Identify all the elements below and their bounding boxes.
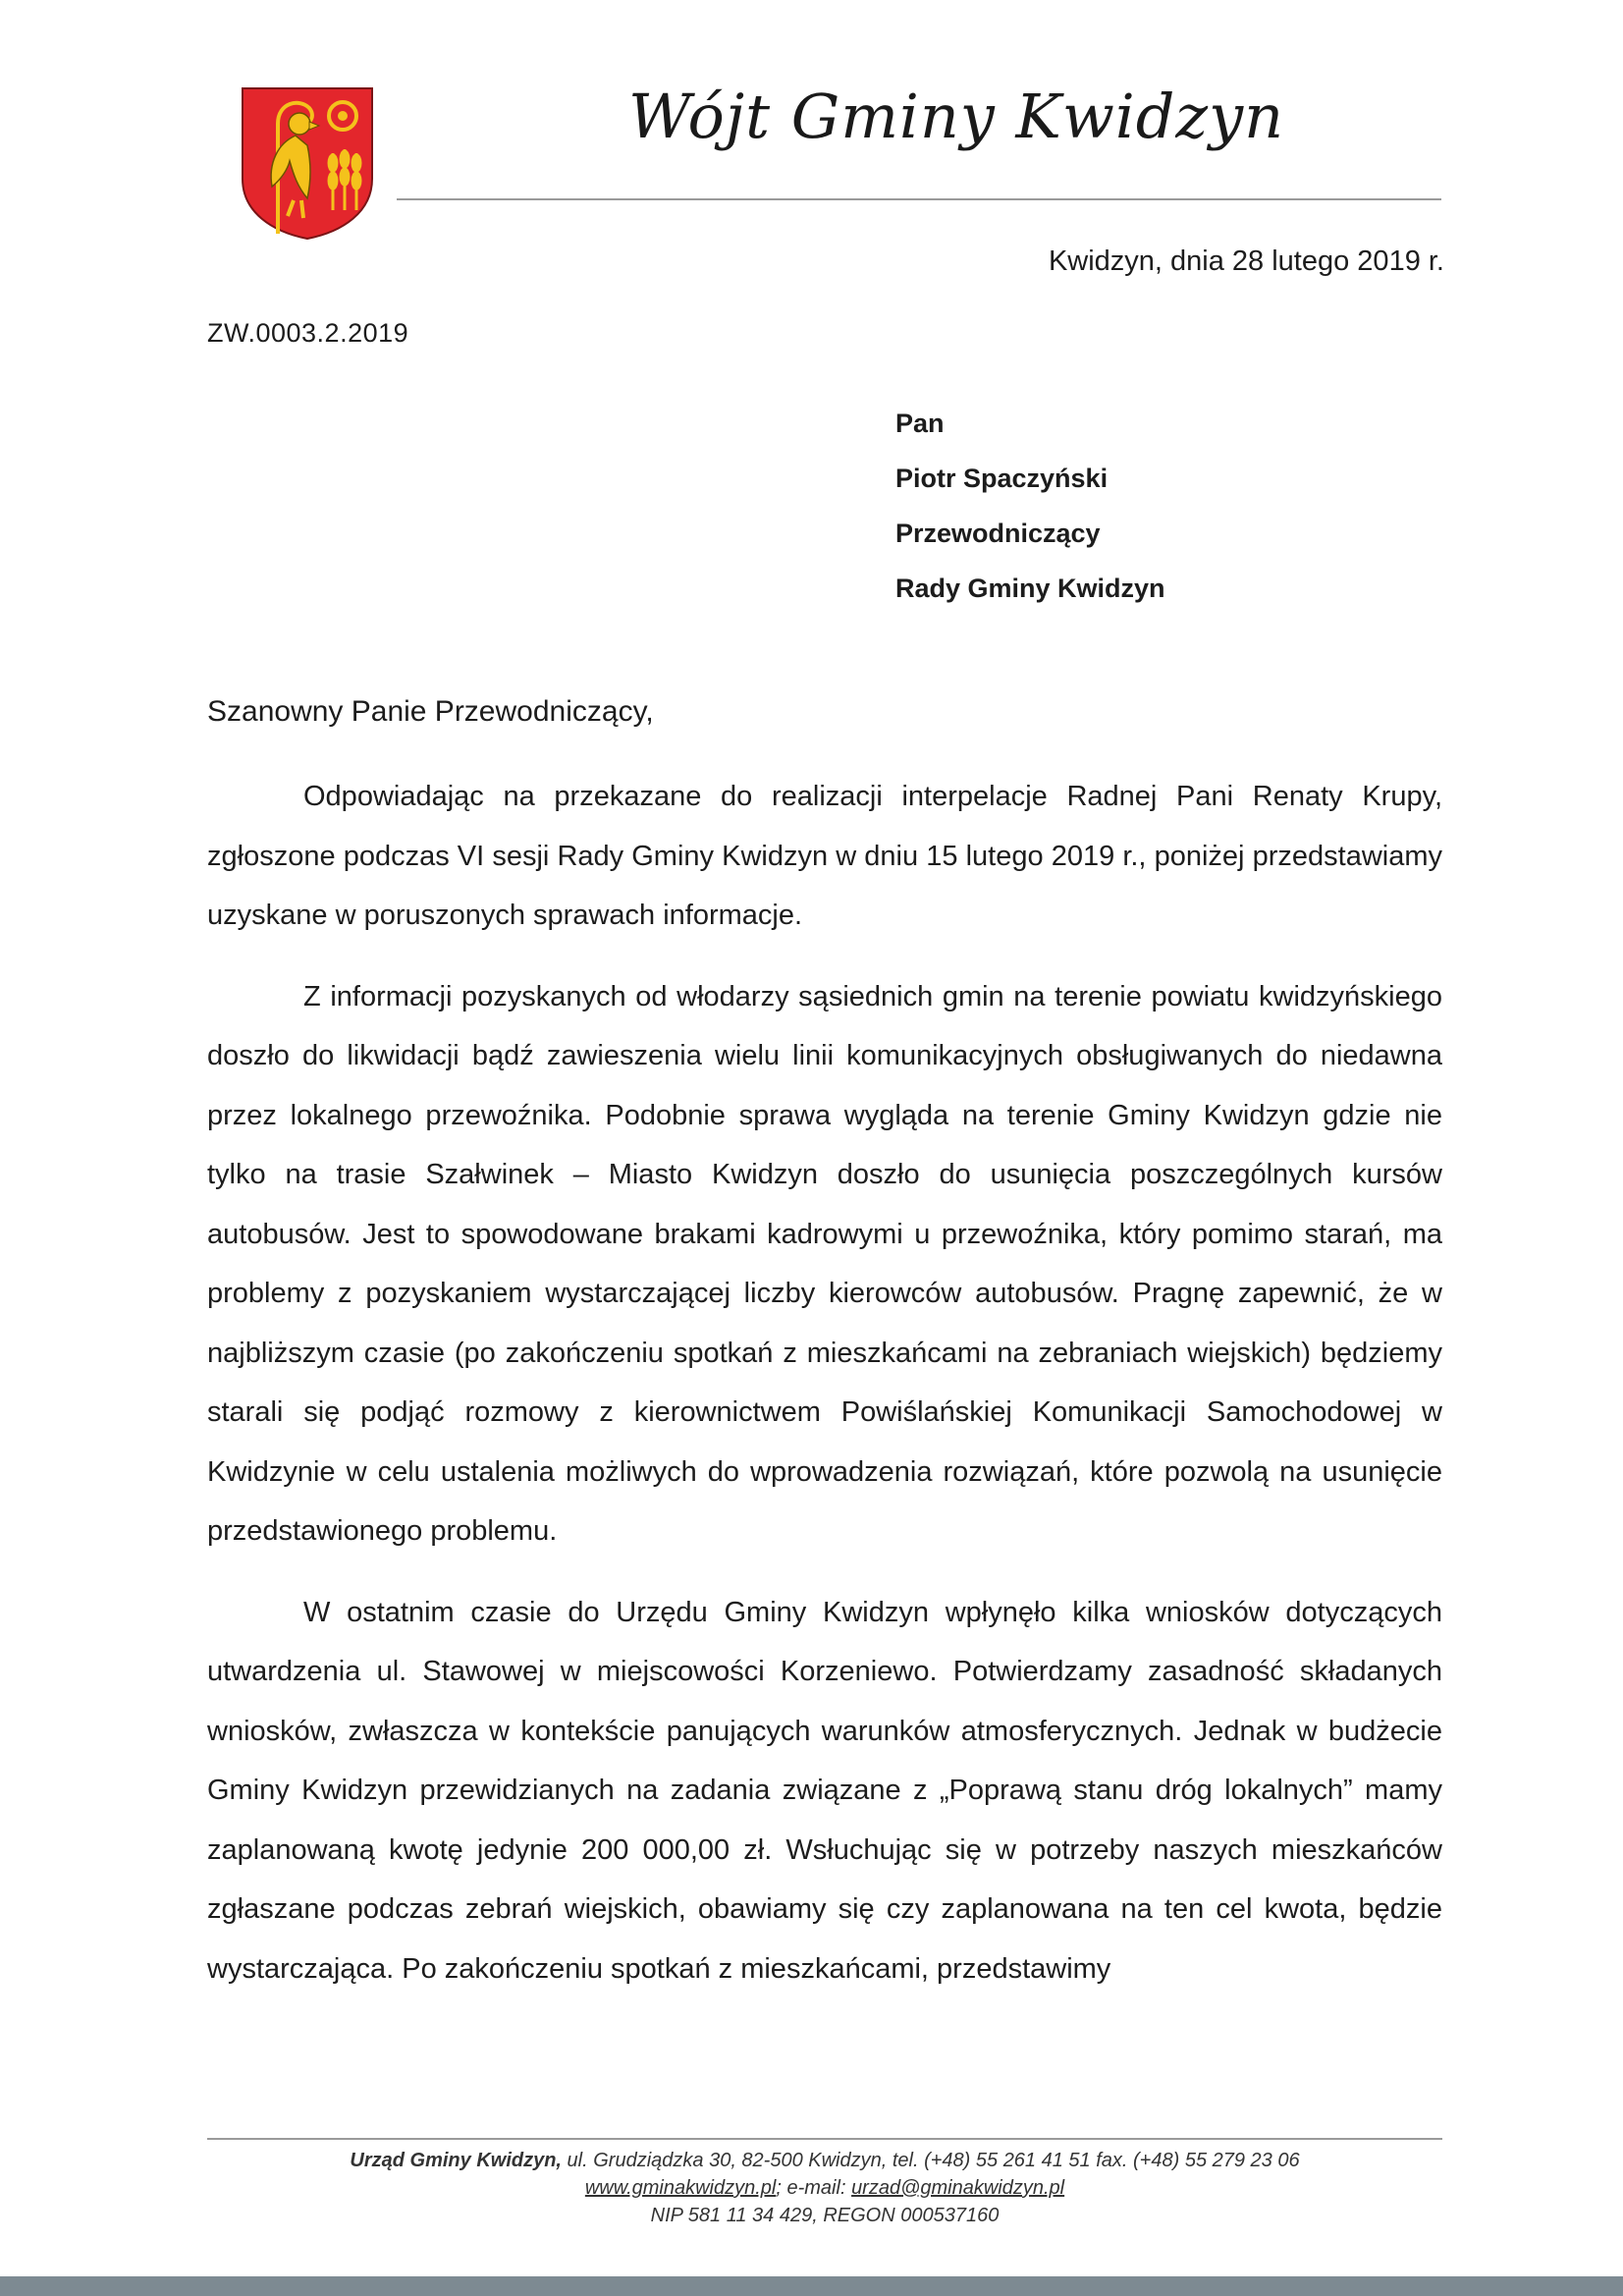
email-label: ; e-mail: [776,2177,852,2199]
letterhead-title: Wójt Gminy Kwidzyn [628,81,1285,152]
body-paragraph: Z informacji pozyskanych od włodarzy sąsiednich gmin na terenie powiatu kwidzyńskiego doszło do likwidacji bądź zawieszenia wielu linii komunikacyjnych obsługiwanych do niedawna przez lokalnego przewoźnika. Podobnie sprawa wygląda na terenie Gminy Kwidzyn gdzie nie tylko na trasie Szałwinek – Miasto Kwidzyn doszło do usunięcia poszczególnych kursów autobusów. Jest to spowodowane brakami kadrowymi u przewoźnika, który pomimo starań, ma problemy z pozyskaniem wystarczającej liczby kierowców autobusów. Pragnę zapewnić, że w najbliższym czasie (po zakończeniu spotkań z mieszkańcami na zebraniach wiejskich) będziemy starali się podjąć rozmowy z kierownictwem Powiślańskiej Komunikacji Samochodowej w Kwidzynie w celu ustalenia możliwych do wprowadzenia rozwiązań, które pozwolą na usunięcie przedstawionego problemu. [207,980,1442,1547]
footer-contact-line [207,2174,1442,2202]
salutation: Szanowny Panie Przewodniczący, [207,695,654,728]
reference-number: ZW.0003.2.2019 [207,318,409,348]
footer-divider [207,2138,1442,2140]
recipient-block [895,396,1165,616]
body-paragraph: Odpowiadając na przekazane do realizacji interpelacje Radnej Pani Renaty Krupy, zgłoszone podczas VI sesji Rady Gminy Kwidzyn w dniu 15 lutego 2019 r., poniżej przedstawiamy uzyskane w poruszonych sprawach informacje. [207,781,1442,931]
header-divider [397,198,1441,200]
footer-registry: NIP 581 11 34 429, REGON 000537160 [650,2205,1000,2226]
letter-body [207,767,1442,2020]
letter-footer [207,2147,1442,2229]
letter-date: Kwidzyn, dnia 28 lutego 2019 r. [1048,246,1444,277]
recipient-name: Piotr Spaczyński [895,464,1109,493]
website-link[interactable]: www.gminakwidzyn.pl [584,2177,777,2199]
coat-of-arms-icon [239,84,376,242]
footer-address-line [207,2147,1442,2174]
footer-address: ul. Grudziądzka 30, 82-500 Kwidzyn, tel. (+48) 55 261 41 51 fax. (+48) 55 279 23 06 [562,2150,1300,2171]
email-link[interactable]: urzad@gminakwidzyn.pl [851,2177,1065,2199]
body-paragraph: W ostatnim czasie do Urzędu Gminy Kwidzyn wpłynęło kilka wniosków dotyczących utwardzenia ul. Stawowej w miejscowości Korzeniewo. Potwierdzamy zasadność składanych wniosków, zwłaszcza w kontekście panujących warunków atmosferycznych. Jednak w budżecie Gminy Kwidzyn przewidzianych na zadania związane z „Poprawą stanu dróg lokalnych” mamy zaplanowaną kwotę jedynie 200 000,00 zł. Wsłuchując się w potrzeby naszych mieszkańców zgłaszane podczas zebrań wiejskich, obawiamy się czy zaplanowana na ten cel kwota, będzie wystarczająca. Po zakończeniu spotkań z mieszkańcami, przedstawimy [207,1596,1442,1985]
scan-edge-bar [0,2276,1623,2296]
recipient-institution: Rady Gminy Kwidzyn [895,574,1165,603]
recipient-position: Przewodniczący [895,519,1101,548]
footer-office-name: Urząd Gminy Kwidzyn, [350,2150,562,2171]
recipient-honorific: Pan [895,409,945,438]
